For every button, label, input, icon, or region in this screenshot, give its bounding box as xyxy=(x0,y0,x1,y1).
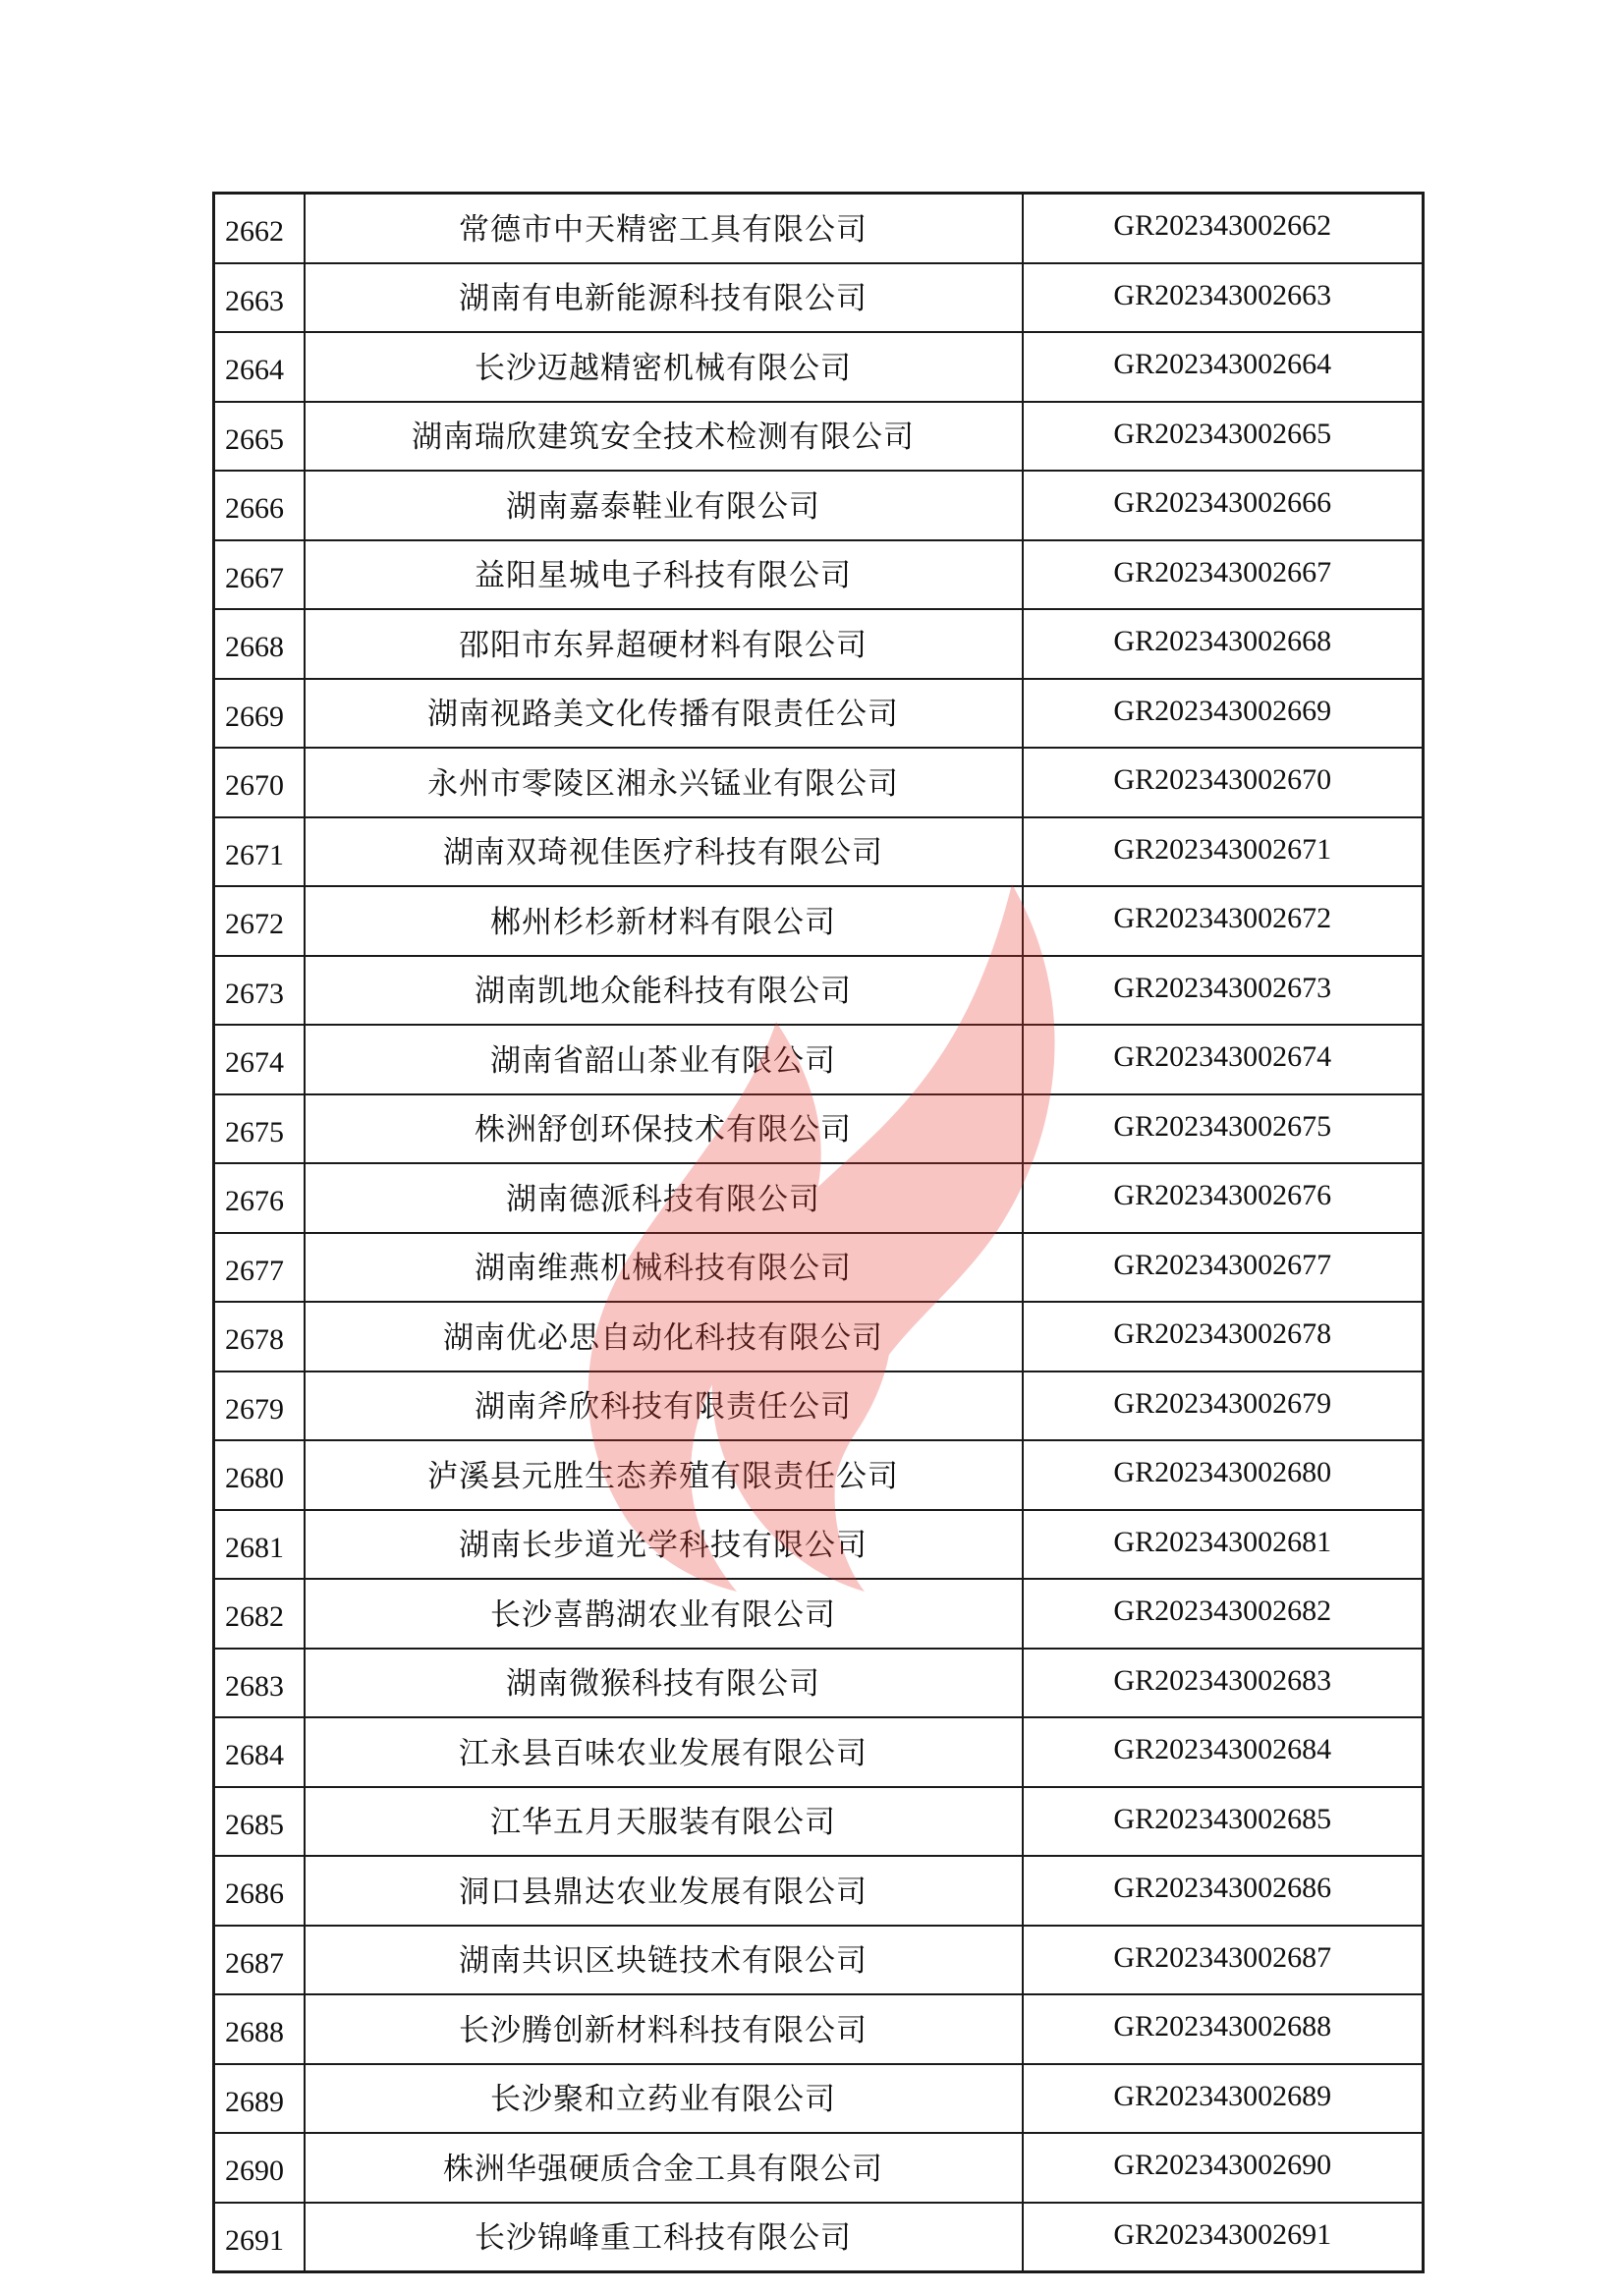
row-number: 2684 xyxy=(214,1717,305,1787)
company-name: 湖南视路美文化传播有限责任公司 xyxy=(305,679,1023,749)
row-number: 2688 xyxy=(214,1994,305,2064)
row-number: 2668 xyxy=(214,609,305,679)
company-name: 益阳星城电子科技有限公司 xyxy=(305,540,1023,610)
company-name: 江华五月天服装有限公司 xyxy=(305,1787,1023,1857)
certificate-code: GR202343002674 xyxy=(1023,1025,1424,1094)
table-row xyxy=(214,1717,1424,1787)
table-row xyxy=(214,1371,1424,1441)
row-number: 2680 xyxy=(214,1440,305,1510)
row-number: 2665 xyxy=(214,402,305,472)
certificate-code: GR202343002676 xyxy=(1023,1163,1424,1233)
company-name: 湖南长步道光学科技有限公司 xyxy=(305,1510,1023,1580)
table-row xyxy=(214,1649,1424,1718)
certificate-code: GR202343002683 xyxy=(1023,1649,1424,1718)
company-table xyxy=(212,192,1425,2273)
row-number: 2690 xyxy=(214,2133,305,2203)
certificate-code: GR202343002669 xyxy=(1023,679,1424,749)
table-row xyxy=(214,540,1424,610)
row-number: 2666 xyxy=(214,471,305,540)
row-number: 2678 xyxy=(214,1302,305,1371)
certificate-code: GR202343002668 xyxy=(1023,609,1424,679)
row-number: 2683 xyxy=(214,1649,305,1718)
company-name: 长沙迈越精密机械有限公司 xyxy=(305,332,1023,402)
company-name: 长沙锦峰重工科技有限公司 xyxy=(305,2203,1023,2272)
certificate-code: GR202343002664 xyxy=(1023,332,1424,402)
table-row xyxy=(214,817,1424,887)
certificate-code: GR202343002671 xyxy=(1023,817,1424,887)
row-number: 2674 xyxy=(214,1025,305,1094)
certificate-code: GR202343002677 xyxy=(1023,1233,1424,1303)
row-number: 2687 xyxy=(214,1926,305,1995)
company-table-body xyxy=(214,194,1424,2272)
table-row xyxy=(214,1302,1424,1371)
row-number: 2682 xyxy=(214,1579,305,1649)
row-number: 2686 xyxy=(214,1856,305,1926)
table-row xyxy=(214,1510,1424,1580)
table-row xyxy=(214,194,1424,263)
row-number: 2671 xyxy=(214,817,305,887)
table-row xyxy=(214,1440,1424,1510)
table-row xyxy=(214,1025,1424,1094)
certificate-code: GR202343002688 xyxy=(1023,1994,1424,2064)
certificate-code: GR202343002678 xyxy=(1023,1302,1424,1371)
company-name: 株洲华强硬质合金工具有限公司 xyxy=(305,2133,1023,2203)
table-row xyxy=(214,263,1424,333)
company-name: 湖南优必思自动化科技有限公司 xyxy=(305,1302,1023,1371)
company-name: 湖南双琦视佳医疗科技有限公司 xyxy=(305,817,1023,887)
company-name: 郴州杉杉新材料有限公司 xyxy=(305,886,1023,956)
company-name: 江永县百味农业发展有限公司 xyxy=(305,1717,1023,1787)
certificate-code: GR202343002675 xyxy=(1023,1094,1424,1164)
company-name: 湖南有电新能源科技有限公司 xyxy=(305,263,1023,333)
certificate-code: GR202343002680 xyxy=(1023,1440,1424,1510)
certificate-code: GR202343002666 xyxy=(1023,471,1424,540)
company-name: 湖南瑞欣建筑安全技术检测有限公司 xyxy=(305,402,1023,472)
company-name: 株洲舒创环保技术有限公司 xyxy=(305,1094,1023,1164)
table-row xyxy=(214,1094,1424,1164)
row-number: 2679 xyxy=(214,1371,305,1441)
table-row xyxy=(214,1787,1424,1857)
company-name: 湖南斧欣科技有限责任公司 xyxy=(305,1371,1023,1441)
company-name: 常德市中天精密工具有限公司 xyxy=(305,194,1023,263)
company-name: 泸溪县元胜生态养殖有限责任公司 xyxy=(305,1440,1023,1510)
table-row xyxy=(214,1163,1424,1233)
row-number: 2664 xyxy=(214,332,305,402)
row-number: 2669 xyxy=(214,679,305,749)
company-name: 湖南共识区块链技术有限公司 xyxy=(305,1926,1023,1995)
table-row xyxy=(214,402,1424,472)
table-row xyxy=(214,886,1424,956)
table-row xyxy=(214,1856,1424,1926)
certificate-code: GR202343002672 xyxy=(1023,886,1424,956)
certificate-code: GR202343002667 xyxy=(1023,540,1424,610)
company-name: 长沙聚和立药业有限公司 xyxy=(305,2064,1023,2134)
table-row xyxy=(214,471,1424,540)
row-number: 2663 xyxy=(214,263,305,333)
certificate-code: GR202343002681 xyxy=(1023,1510,1424,1580)
company-name: 湖南微猴科技有限公司 xyxy=(305,1649,1023,1718)
table-row xyxy=(214,1233,1424,1303)
certificate-code: GR202343002690 xyxy=(1023,2133,1424,2203)
company-name: 湖南省韶山茶业有限公司 xyxy=(305,1025,1023,1094)
row-number: 2672 xyxy=(214,886,305,956)
certificate-code: GR202343002679 xyxy=(1023,1371,1424,1441)
certificate-code: GR202343002665 xyxy=(1023,402,1424,472)
row-number: 2681 xyxy=(214,1510,305,1580)
company-name: 永州市零陵区湘永兴锰业有限公司 xyxy=(305,748,1023,817)
table-row xyxy=(214,1926,1424,1995)
table-row xyxy=(214,2064,1424,2134)
row-number: 2677 xyxy=(214,1233,305,1303)
row-number: 2662 xyxy=(214,194,305,263)
company-name: 湖南嘉泰鞋业有限公司 xyxy=(305,471,1023,540)
row-number: 2689 xyxy=(214,2064,305,2134)
company-name: 洞口县鼎达农业发展有限公司 xyxy=(305,1856,1023,1926)
certificate-code: GR202343002673 xyxy=(1023,956,1424,1026)
table-row xyxy=(214,2133,1424,2203)
certificate-code: GR202343002685 xyxy=(1023,1787,1424,1857)
company-name: 邵阳市东昇超硬材料有限公司 xyxy=(305,609,1023,679)
row-number: 2676 xyxy=(214,1163,305,1233)
table-row xyxy=(214,679,1424,749)
certificate-code: GR202343002663 xyxy=(1023,263,1424,333)
table-row xyxy=(214,332,1424,402)
certificate-code: GR202343002691 xyxy=(1023,2203,1424,2272)
company-name: 湖南维燕机械科技有限公司 xyxy=(305,1233,1023,1303)
certificate-code: GR202343002687 xyxy=(1023,1926,1424,1995)
certificate-code: GR202343002684 xyxy=(1023,1717,1424,1787)
row-number: 2673 xyxy=(214,956,305,1026)
certificate-code: GR202343002689 xyxy=(1023,2064,1424,2134)
company-name: 湖南凯地众能科技有限公司 xyxy=(305,956,1023,1026)
certificate-code: GR202343002686 xyxy=(1023,1856,1424,1926)
table-row xyxy=(214,956,1424,1026)
company-name: 长沙腾创新材料科技有限公司 xyxy=(305,1994,1023,2064)
row-number: 2675 xyxy=(214,1094,305,1164)
table-row xyxy=(214,1994,1424,2064)
certificate-code: GR202343002670 xyxy=(1023,748,1424,817)
table-row xyxy=(214,2203,1424,2272)
row-number: 2667 xyxy=(214,540,305,610)
certificate-code: GR202343002662 xyxy=(1023,194,1424,263)
row-number: 2685 xyxy=(214,1787,305,1857)
company-name: 长沙喜鹊湖农业有限公司 xyxy=(305,1579,1023,1649)
company-name: 湖南德派科技有限公司 xyxy=(305,1163,1023,1233)
table-row xyxy=(214,748,1424,817)
row-number: 2691 xyxy=(214,2203,305,2272)
row-number: 2670 xyxy=(214,748,305,817)
table-row xyxy=(214,1579,1424,1649)
certificate-code: GR202343002682 xyxy=(1023,1579,1424,1649)
table-row xyxy=(214,609,1424,679)
